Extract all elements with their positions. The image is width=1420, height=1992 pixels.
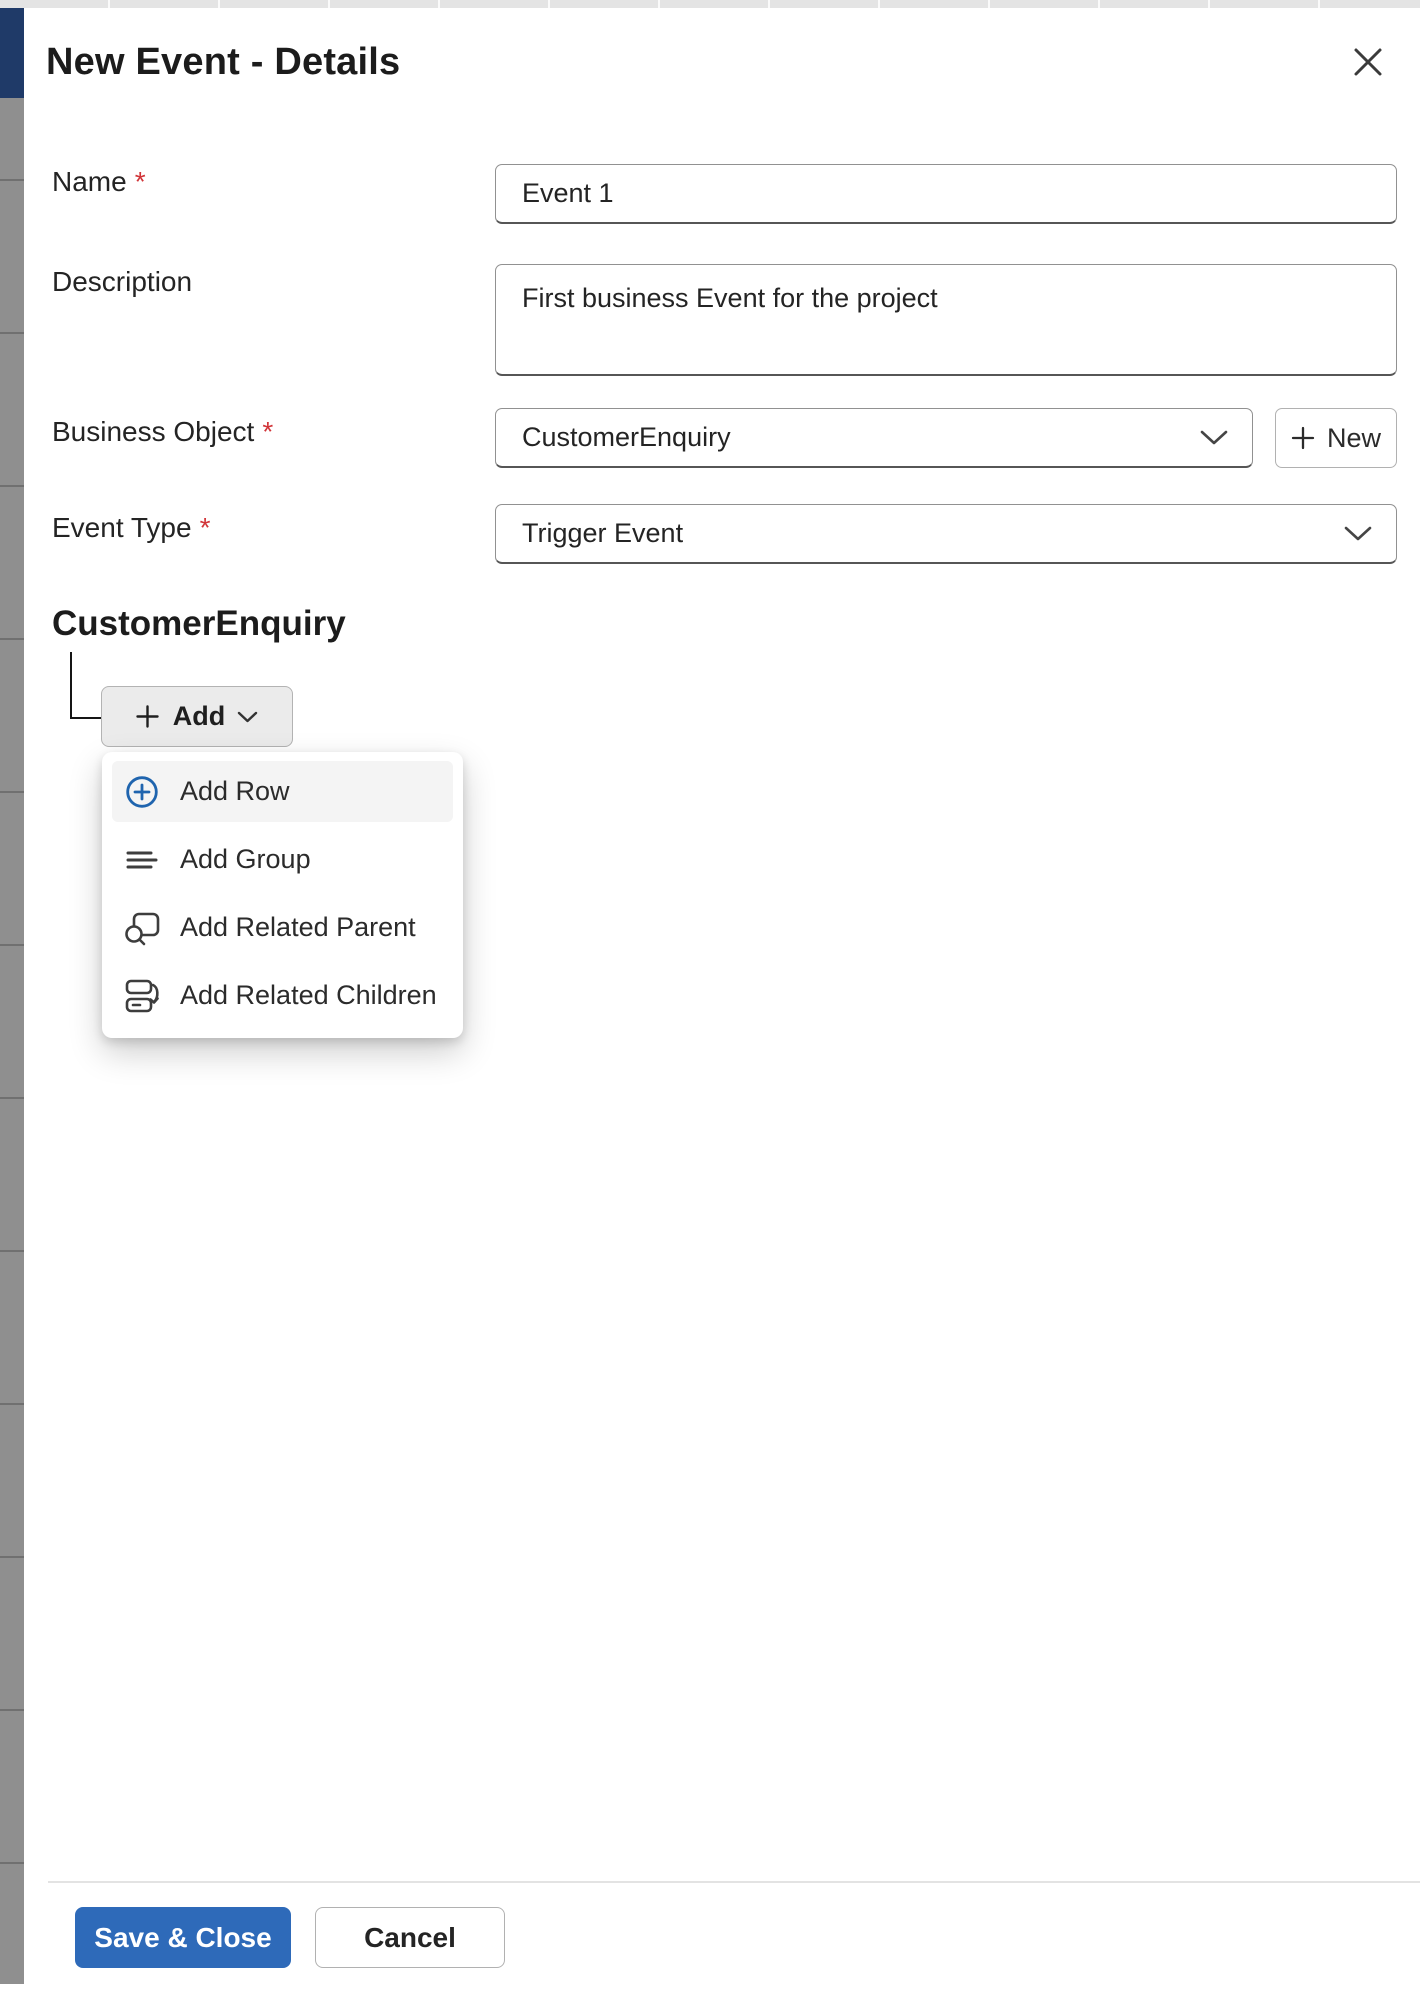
add-button[interactable] <box>101 686 293 747</box>
close-icon <box>1351 45 1385 79</box>
menu-item-add-related-children[interactable] <box>112 965 453 1026</box>
text-lines-icon <box>124 842 160 878</box>
new-business-object-button[interactable] <box>1275 408 1397 468</box>
cancel-button[interactable]: Cancel <box>315 1907 505 1968</box>
plus-icon <box>136 705 159 728</box>
menu-item-add-row[interactable] <box>112 761 453 822</box>
footer-divider <box>48 1881 1420 1883</box>
menu-item-label: Add Related Children <box>180 980 437 1010</box>
chevron-down-icon <box>1344 526 1372 542</box>
plus-icon <box>1291 426 1315 450</box>
business-object-label: Business Object * <box>52 416 274 447</box>
event-type-dropdown[interactable] <box>495 504 1397 564</box>
chevron-down-icon <box>1200 430 1228 446</box>
name-input[interactable] <box>495 164 1397 224</box>
background-left-rail-gridlines <box>0 106 24 1992</box>
circle-plus-icon <box>124 774 160 810</box>
new-button-label: New <box>1326 422 1381 453</box>
business-object-tree-heading: CustomerEnquiry <box>52 604 346 643</box>
business-object-dropdown[interactable] <box>495 408 1253 468</box>
background-grid-header-strip <box>0 0 1420 8</box>
business-object-value: CustomerEnquiry <box>522 422 731 452</box>
required-marker: * <box>262 416 274 447</box>
description-label: Description <box>52 266 193 297</box>
tree-connector-line <box>70 652 102 719</box>
add-menu <box>102 752 463 1038</box>
new-event-details-dialog <box>24 8 1420 1984</box>
required-marker: * <box>134 166 146 197</box>
event-type-label: Event Type * <box>52 512 211 543</box>
save-and-close-button[interactable]: Save & Close <box>75 1907 291 1968</box>
chevron-down-icon <box>237 711 258 723</box>
required-marker: * <box>199 512 211 543</box>
related-parent-search-icon <box>124 910 160 946</box>
background-left-rail-accent <box>0 8 24 98</box>
menu-item-label: Add Row <box>180 776 290 806</box>
menu-item-label: Add Related Parent <box>180 912 416 942</box>
menu-item-add-related-parent[interactable] <box>112 897 453 958</box>
menu-item-add-group[interactable] <box>112 829 453 890</box>
add-button-label: Add <box>172 701 226 731</box>
background-left-rail <box>0 8 24 1984</box>
menu-item-label: Add Group <box>180 844 311 874</box>
page-title: New Event - Details <box>46 41 401 83</box>
related-children-icon <box>124 978 160 1014</box>
event-type-value: Trigger Event <box>522 518 684 548</box>
name-label: Name * <box>52 166 146 197</box>
description-input[interactable] <box>495 264 1397 376</box>
close-button[interactable] <box>1340 34 1396 90</box>
